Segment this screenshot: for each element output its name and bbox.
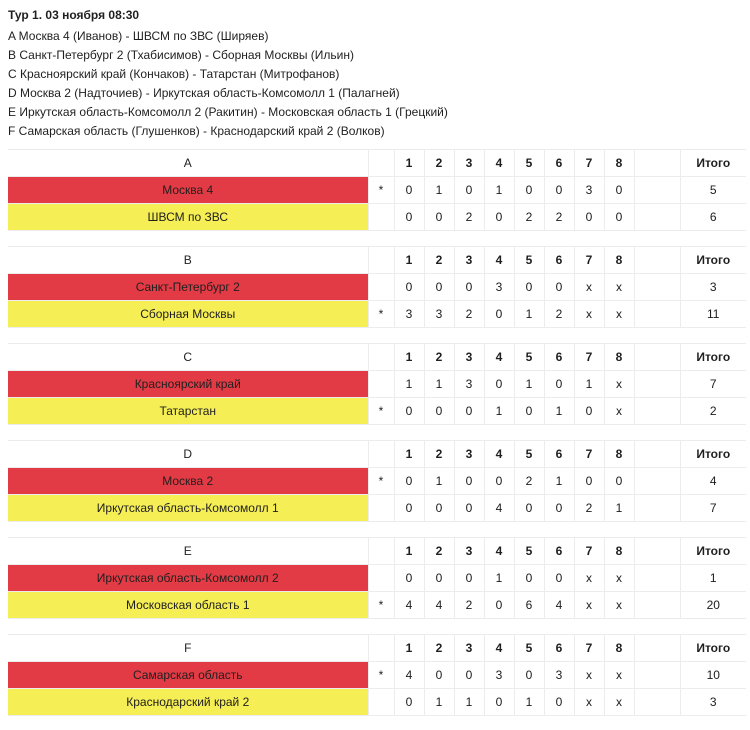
- end-score: 1: [574, 371, 604, 398]
- end-score: 0: [394, 204, 424, 231]
- team-name: ШВСМ по ЗВС: [8, 204, 368, 231]
- spacer-cell: [634, 662, 680, 689]
- end-score: x: [604, 689, 634, 716]
- end-score: 0: [394, 565, 424, 592]
- total-header: Итого: [680, 635, 746, 662]
- hammer-star: [368, 689, 394, 716]
- hammer-star: *: [368, 662, 394, 689]
- hammer-star: *: [368, 592, 394, 619]
- end-score: 0: [484, 689, 514, 716]
- group-label: E: [8, 538, 368, 565]
- total-score: 1: [680, 565, 746, 592]
- end-header: 8: [604, 344, 634, 371]
- end-score: 0: [424, 495, 454, 522]
- end-score: x: [604, 662, 634, 689]
- hammer-header-cell: [368, 247, 394, 274]
- spacer-cell: [634, 689, 680, 716]
- end-score: 0: [514, 398, 544, 425]
- end-header: 6: [544, 150, 574, 177]
- end-header: 5: [514, 441, 544, 468]
- team-row: [8, 662, 746, 689]
- end-score: 0: [424, 662, 454, 689]
- end-header: 1: [394, 538, 424, 565]
- spacer-cell: [634, 468, 680, 495]
- total-score: 6: [680, 204, 746, 231]
- spacer-cell: [634, 274, 680, 301]
- end-header: 4: [484, 635, 514, 662]
- end-header: 5: [514, 344, 544, 371]
- end-header: 3: [454, 247, 484, 274]
- total-score: 7: [680, 495, 746, 522]
- hammer-star: [368, 204, 394, 231]
- end-score: 1: [454, 689, 484, 716]
- end-score: 0: [454, 495, 484, 522]
- end-score: 0: [544, 565, 574, 592]
- team-row: [8, 177, 746, 204]
- end-score: 4: [544, 592, 574, 619]
- end-header: 5: [514, 538, 544, 565]
- end-score: 1: [394, 371, 424, 398]
- match-line-e: E Иркутская область-Комсомолл 2 (Ракитин) - Московская область 1 (Грецкий): [8, 105, 448, 119]
- end-score: 0: [454, 662, 484, 689]
- end-score: x: [574, 565, 604, 592]
- team-name: Москва 4: [8, 177, 368, 204]
- end-score: x: [604, 592, 634, 619]
- end-score: 2: [544, 301, 574, 328]
- table-header-row: [8, 441, 746, 468]
- team-row: [8, 398, 746, 425]
- team-row: [8, 301, 746, 328]
- end-score: 3: [484, 662, 514, 689]
- end-score: x: [604, 274, 634, 301]
- total-score: 3: [680, 274, 746, 301]
- end-score: 1: [484, 177, 514, 204]
- spacer-cell: [634, 301, 680, 328]
- group-label: B: [8, 247, 368, 274]
- end-header: 6: [544, 247, 574, 274]
- end-score: 0: [394, 274, 424, 301]
- end-score: x: [604, 565, 634, 592]
- end-score: 0: [574, 204, 604, 231]
- team-row: [8, 495, 746, 522]
- total-score: 11: [680, 301, 746, 328]
- table-header-row: [8, 247, 746, 274]
- end-score: 3: [424, 301, 454, 328]
- group-label: F: [8, 635, 368, 662]
- hammer-star: [368, 274, 394, 301]
- end-header: 1: [394, 150, 424, 177]
- spacer-header-cell: [634, 344, 680, 371]
- end-score: 1: [424, 371, 454, 398]
- end-header: 1: [394, 344, 424, 371]
- score-table: [8, 246, 746, 328]
- total-header: Итого: [680, 150, 746, 177]
- end-score: 1: [424, 468, 454, 495]
- end-score: 1: [514, 689, 544, 716]
- team-name: Иркутская область-Комсомолл 1: [8, 495, 368, 522]
- table-header-row: [8, 635, 746, 662]
- end-score: 3: [484, 274, 514, 301]
- team-name: Санкт-Петербург 2: [8, 274, 368, 301]
- match-list: [8, 27, 742, 141]
- end-header: 2: [424, 635, 454, 662]
- end-score: 1: [514, 301, 544, 328]
- spacer-cell: [634, 398, 680, 425]
- end-score: 0: [544, 495, 574, 522]
- spacer-cell: [634, 495, 680, 522]
- end-score: 0: [394, 495, 424, 522]
- hammer-star: *: [368, 398, 394, 425]
- end-score: 0: [484, 204, 514, 231]
- end-header: 2: [424, 247, 454, 274]
- end-score: 0: [394, 468, 424, 495]
- match-line-a: A Москва 4 (Иванов) - ШВСМ по ЗВС (Ширяев): [8, 29, 269, 43]
- table-header-row: [8, 344, 746, 371]
- end-score: 1: [484, 398, 514, 425]
- hammer-header-cell: [368, 538, 394, 565]
- total-score: 3: [680, 689, 746, 716]
- hammer-header-cell: [368, 441, 394, 468]
- end-header: 6: [544, 635, 574, 662]
- end-score: 0: [604, 204, 634, 231]
- end-score: 0: [544, 177, 574, 204]
- total-score: 7: [680, 371, 746, 398]
- end-score: 4: [484, 495, 514, 522]
- end-score: 3: [454, 371, 484, 398]
- end-header: 1: [394, 635, 424, 662]
- total-header: Итого: [680, 247, 746, 274]
- end-score: 1: [514, 371, 544, 398]
- team-row: [8, 371, 746, 398]
- end-header: 3: [454, 344, 484, 371]
- end-score: 2: [454, 204, 484, 231]
- end-score: x: [604, 398, 634, 425]
- table-header-row: [8, 538, 746, 565]
- total-score: 20: [680, 592, 746, 619]
- end-header: 6: [544, 344, 574, 371]
- team-row: [8, 565, 746, 592]
- spacer-cell: [634, 177, 680, 204]
- round-title: Тур 1. 03 ноября 08:30: [8, 8, 140, 22]
- team-name: Московская область 1: [8, 592, 368, 619]
- spacer-header-cell: [634, 441, 680, 468]
- tables-container: [8, 149, 742, 716]
- end-header: 4: [484, 441, 514, 468]
- end-header: 5: [514, 247, 544, 274]
- group-label: D: [8, 441, 368, 468]
- end-score: 0: [544, 689, 574, 716]
- end-header: 2: [424, 344, 454, 371]
- end-score: 0: [484, 592, 514, 619]
- end-header: 3: [454, 635, 484, 662]
- end-score: 1: [424, 177, 454, 204]
- end-score: 0: [514, 274, 544, 301]
- end-header: 7: [574, 247, 604, 274]
- end-score: x: [604, 371, 634, 398]
- end-score: 0: [484, 371, 514, 398]
- end-score: x: [574, 301, 604, 328]
- total-header: Итого: [680, 441, 746, 468]
- spacer-cell: [634, 204, 680, 231]
- end-score: 0: [484, 301, 514, 328]
- end-score: 2: [514, 204, 544, 231]
- team-row: [8, 468, 746, 495]
- end-score: 0: [424, 204, 454, 231]
- end-header: 5: [514, 150, 544, 177]
- team-name: Иркутская область-Комсомолл 2: [8, 565, 368, 592]
- match-line-c: C Красноярский край (Кончаков) - Татарстан (Митрофанов): [8, 67, 340, 81]
- hammer-header-cell: [368, 635, 394, 662]
- end-score: 3: [544, 662, 574, 689]
- hammer-header-cell: [368, 150, 394, 177]
- end-score: x: [574, 592, 604, 619]
- end-score: 0: [424, 565, 454, 592]
- end-score: 3: [574, 177, 604, 204]
- end-header: 6: [544, 441, 574, 468]
- end-header: 1: [394, 441, 424, 468]
- end-header: 6: [544, 538, 574, 565]
- team-name: Самарская область: [8, 662, 368, 689]
- score-table: [8, 149, 746, 231]
- score-table: [8, 343, 746, 425]
- total-header: Итого: [680, 344, 746, 371]
- end-header: 3: [454, 441, 484, 468]
- team-row: [8, 592, 746, 619]
- hammer-header-cell: [368, 344, 394, 371]
- score-table: [8, 634, 746, 716]
- end-header: 2: [424, 441, 454, 468]
- end-score: 0: [604, 177, 634, 204]
- end-score: 0: [484, 468, 514, 495]
- team-name: Москва 2: [8, 468, 368, 495]
- spacer-cell: [634, 592, 680, 619]
- total-score: 10: [680, 662, 746, 689]
- end-score: 0: [394, 398, 424, 425]
- end-score: 0: [514, 662, 544, 689]
- end-header: 8: [604, 247, 634, 274]
- hammer-star: *: [368, 301, 394, 328]
- match-line-b: B Санкт-Петербург 2 (Тхабисимов) - Сборная Москвы (Ильин): [8, 48, 354, 62]
- end-score: 0: [544, 274, 574, 301]
- end-header: 7: [574, 635, 604, 662]
- end-score: 1: [424, 689, 454, 716]
- end-score: 1: [484, 565, 514, 592]
- end-score: 0: [394, 177, 424, 204]
- end-score: 4: [394, 662, 424, 689]
- end-score: x: [574, 274, 604, 301]
- end-score: 2: [514, 468, 544, 495]
- end-score: x: [574, 662, 604, 689]
- end-header: 1: [394, 247, 424, 274]
- end-header: 7: [574, 344, 604, 371]
- end-header: 2: [424, 538, 454, 565]
- end-score: 2: [454, 301, 484, 328]
- end-header: 4: [484, 538, 514, 565]
- end-score: 0: [424, 398, 454, 425]
- end-score: 2: [574, 495, 604, 522]
- end-header: 2: [424, 150, 454, 177]
- total-score: 2: [680, 398, 746, 425]
- end-header: 8: [604, 441, 634, 468]
- end-header: 5: [514, 635, 544, 662]
- end-score: 4: [394, 592, 424, 619]
- end-score: 0: [454, 398, 484, 425]
- hammer-star: [368, 565, 394, 592]
- hammer-star: *: [368, 468, 394, 495]
- end-score: 0: [454, 274, 484, 301]
- total-header: Итого: [680, 538, 746, 565]
- end-score: 0: [514, 565, 544, 592]
- end-score: 3: [394, 301, 424, 328]
- hammer-star: [368, 371, 394, 398]
- end-header: 3: [454, 150, 484, 177]
- end-score: 0: [454, 468, 484, 495]
- spacer-header-cell: [634, 247, 680, 274]
- end-header: 7: [574, 441, 604, 468]
- end-score: 0: [574, 398, 604, 425]
- end-score: x: [604, 301, 634, 328]
- team-name: Краснодарский край 2: [8, 689, 368, 716]
- end-score: 4: [424, 592, 454, 619]
- team-name: Татарстан: [8, 398, 368, 425]
- end-score: 0: [544, 371, 574, 398]
- spacer-header-cell: [634, 150, 680, 177]
- team-row: [8, 274, 746, 301]
- spacer-cell: [634, 371, 680, 398]
- team-name: Красноярский край: [8, 371, 368, 398]
- score-table: [8, 440, 746, 522]
- end-header: 4: [484, 247, 514, 274]
- group-label: A: [8, 150, 368, 177]
- end-score: 0: [454, 565, 484, 592]
- table-header-row: [8, 150, 746, 177]
- end-score: 0: [514, 495, 544, 522]
- end-score: 0: [574, 468, 604, 495]
- team-name: Сборная Москвы: [8, 301, 368, 328]
- end-header: 8: [604, 635, 634, 662]
- end-score: x: [574, 689, 604, 716]
- end-header: 7: [574, 538, 604, 565]
- end-header: 3: [454, 538, 484, 565]
- end-score: 2: [454, 592, 484, 619]
- end-header: 7: [574, 150, 604, 177]
- spacer-header-cell: [634, 635, 680, 662]
- end-header: 4: [484, 150, 514, 177]
- end-score: 0: [604, 468, 634, 495]
- hammer-star: *: [368, 177, 394, 204]
- end-score: 0: [514, 177, 544, 204]
- end-header: 8: [604, 538, 634, 565]
- end-score: 0: [454, 177, 484, 204]
- total-score: 4: [680, 468, 746, 495]
- match-line-f: F Самарская область (Глушенков) - Краснодарский край 2 (Волков): [8, 124, 385, 138]
- end-score: 6: [514, 592, 544, 619]
- match-line-d: D Москва 2 (Надточиев) - Иркутская область-Комсомолл 1 (Палагней): [8, 86, 400, 100]
- spacer-cell: [634, 565, 680, 592]
- score-table: [8, 537, 746, 619]
- end-header: 8: [604, 150, 634, 177]
- team-row: [8, 689, 746, 716]
- team-row: [8, 204, 746, 231]
- group-label: C: [8, 344, 368, 371]
- end-score: 0: [424, 274, 454, 301]
- end-score: 0: [394, 689, 424, 716]
- end-score: 1: [544, 398, 574, 425]
- end-score: 2: [544, 204, 574, 231]
- end-score: 1: [604, 495, 634, 522]
- hammer-star: [368, 495, 394, 522]
- spacer-header-cell: [634, 538, 680, 565]
- total-score: 5: [680, 177, 746, 204]
- end-header: 4: [484, 344, 514, 371]
- end-score: 1: [544, 468, 574, 495]
